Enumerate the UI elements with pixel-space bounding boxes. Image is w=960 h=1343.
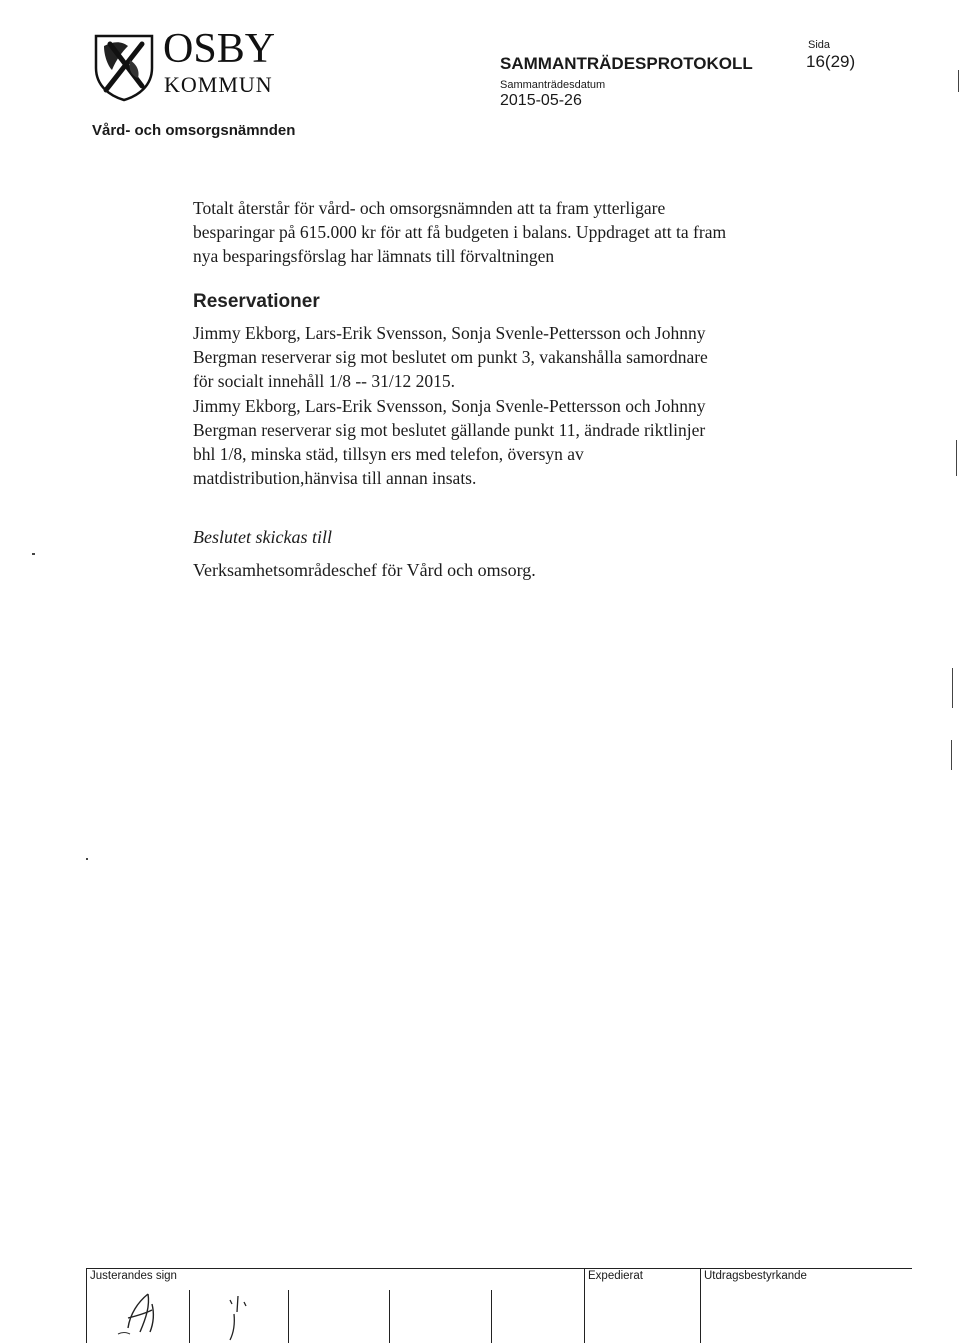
text-line: Totalt återstår för vård- och omsorgsnämnden att ta fram ytterligare <box>193 198 666 218</box>
scan-mark <box>86 858 88 860</box>
scan-mark <box>956 440 957 476</box>
text-line: Jimmy Ekborg, Lars-Erik Svensson, Sonja Svenle-Pettersson och Johnny <box>193 323 706 343</box>
page-label: Sida <box>808 39 831 51</box>
text-line: Bergman reserverar sig mot beslutet gällande punkt 11, ändrade riktlinjer <box>193 420 706 440</box>
text-line: för socialt innehåll 1/8 -- 31/12 2015. <box>193 371 455 391</box>
signature-footer <box>86 1268 912 1343</box>
signature-box-divider <box>189 1290 190 1343</box>
handwritten-initials <box>108 1288 178 1340</box>
meeting-date-value: 2015-05-26 <box>500 92 582 109</box>
text-line: Bergman reserverar sig mot beslutet om punkt 3, vakanshålla samordnare <box>193 347 708 367</box>
handwritten-initials <box>210 1288 270 1343</box>
recipient: Verksamhetsområdeschef för Vård och omsorg. <box>193 560 536 580</box>
signature-box-divider <box>389 1290 390 1343</box>
reservation-paragraph-2 <box>193 394 813 490</box>
signature-box-divider <box>491 1290 492 1343</box>
budget-paragraph <box>193 196 813 268</box>
adjusters-signature-label: Justerandes sign <box>90 1270 177 1282</box>
org-name: OSBY <box>163 26 276 72</box>
certified-extract-label: Utdragsbestyrkande <box>704 1270 807 1282</box>
page-number: 16(29) <box>806 52 856 71</box>
footer-divider <box>86 1268 87 1343</box>
signature-box-divider <box>584 1268 585 1343</box>
scan-mark <box>952 668 953 708</box>
text-line: matdistribution,hänvisa till annan insats. <box>193 468 477 488</box>
committee-name: Vård- och omsorgsnämnden <box>92 122 296 139</box>
reservation-paragraph-1 <box>193 321 813 393</box>
text-line: besparingar på 615.000 kr för att få budgeten i balans. Uppdraget att ta fram <box>193 222 727 242</box>
scan-mark <box>32 553 35 555</box>
meeting-date-label: Sammanträdesdatum <box>500 79 606 91</box>
text-line: nya besparingsförslag har lämnats till förvaltningen <box>193 246 555 266</box>
sent-to-heading: Beslutet skickas till <box>193 527 332 547</box>
reservations-heading: Reservationer <box>193 291 320 312</box>
footer-rule <box>86 1268 912 1269</box>
signature-box-divider <box>700 1268 701 1343</box>
text-line: Jimmy Ekborg, Lars-Erik Svensson, Sonja Svenle-Pettersson och Johnny <box>193 396 706 416</box>
org-subtitle: KOMMUN <box>164 72 273 97</box>
text-line: bhl 1/8, minska städ, tillsyn ers med telefon, översyn av <box>193 444 584 464</box>
signature-box-divider <box>288 1290 289 1343</box>
document-title: SAMMANTRÄDESPROTOKOLL <box>500 54 753 73</box>
dispatched-label: Expedierat <box>588 1270 643 1282</box>
scan-mark <box>951 740 952 770</box>
municipality-crest-logo <box>92 30 156 102</box>
scan-mark <box>958 70 959 92</box>
